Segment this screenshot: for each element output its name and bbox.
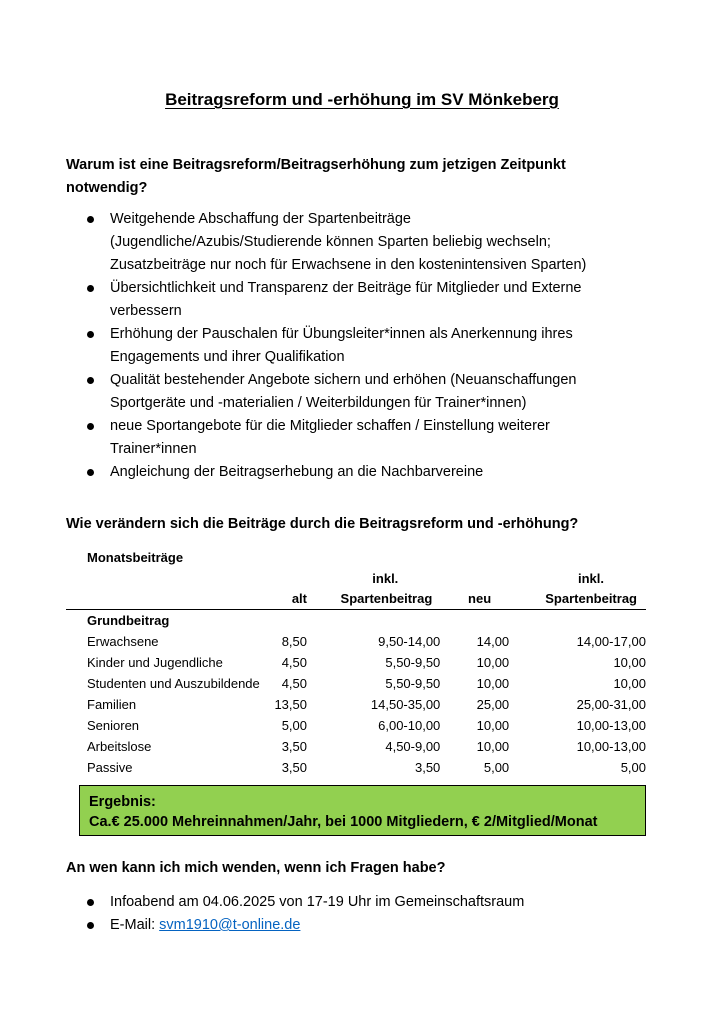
table-cell: 3,50 bbox=[414, 760, 441, 775]
table-cell: 25,00-31,00 bbox=[576, 697, 646, 712]
table-cell: 10,00 bbox=[476, 718, 510, 733]
table-row bbox=[66, 736, 646, 757]
table-header-inkl-neu: Spartenbeitrag bbox=[509, 589, 646, 610]
list-item bbox=[66, 323, 641, 369]
list-item-line: neue Sportangebote für die Mitglieder schaffen / Einstellung weiterer bbox=[110, 418, 550, 434]
table-cell: 5,50-9,50 bbox=[385, 655, 441, 670]
table-cell-label: Senioren bbox=[87, 718, 140, 733]
table-header-inkl-alt: Spartenbeitrag bbox=[307, 589, 440, 610]
reasons-list bbox=[66, 208, 641, 484]
table-header-cell bbox=[260, 569, 307, 589]
table-cell: 14,50-35,00 bbox=[370, 697, 441, 712]
table-row bbox=[66, 757, 646, 778]
table-cell: 10,00-13,00 bbox=[576, 718, 646, 733]
list-item-line: Angleichung der Beitragserhebung an die Nachbarvereine bbox=[110, 464, 484, 480]
table-cell: 4,50-9,00 bbox=[385, 739, 441, 754]
email-link[interactable]: svm1910@t-online.de bbox=[159, 917, 301, 933]
list-item bbox=[66, 369, 641, 415]
result-label: Ergebnis: bbox=[89, 794, 156, 810]
table-group-label: Grundbeitrag bbox=[87, 613, 170, 628]
bullet-icon bbox=[87, 285, 94, 292]
table-header-row bbox=[66, 569, 646, 589]
table-cell: 10,00 bbox=[476, 655, 510, 670]
list-item-line: Übersichtlichkeit und Transparenz der Beiträge für Mitglieder und Externe bbox=[110, 280, 582, 296]
bullet-icon bbox=[87, 922, 94, 929]
table-cell: 10,00 bbox=[613, 655, 646, 670]
list-item-line: Engagements und ihrer Qualifikation bbox=[110, 349, 345, 365]
table-cell: 5,50-9,50 bbox=[385, 676, 441, 691]
list-item-line: Erhöhung der Pauschalen für Übungsleiter*innen als Anerkennung ihres bbox=[110, 326, 573, 342]
document-title: Beitragsreform und -erhöhung im SV Mönkeberg bbox=[165, 90, 559, 109]
list-item-line: verbessern bbox=[110, 303, 182, 319]
table-cell: 14,00-17,00 bbox=[576, 634, 646, 649]
list-item bbox=[66, 277, 641, 323]
table-row bbox=[66, 652, 646, 673]
list-item-line: Sportgeräte und -materialien / Weiterbildungen für Trainer*innen) bbox=[110, 395, 527, 411]
email-line bbox=[110, 914, 641, 937]
list-item-line: Zusatzbeiträge nur noch für Erwachsene in den kostenintensiven Sparten) bbox=[110, 257, 587, 273]
list-item bbox=[66, 208, 641, 277]
table-cell: 6,00-10,00 bbox=[378, 718, 441, 733]
bullet-icon bbox=[87, 216, 94, 223]
table-cell: 10,00 bbox=[476, 676, 510, 691]
table-header-cell bbox=[66, 589, 260, 610]
list-item bbox=[66, 415, 641, 461]
table-cell: 5,00 bbox=[620, 760, 646, 775]
table-group-row bbox=[66, 610, 646, 632]
section-heading-changes: Wie verändern sich die Beiträge durch die Beitragsreform und -erhöhung? bbox=[66, 516, 579, 532]
table-header-row bbox=[66, 589, 646, 610]
info-evening-text: Infoabend am 04.06.2025 von 17-19 Uhr im Gemeinschaftsraum bbox=[110, 894, 525, 910]
table-row bbox=[66, 694, 646, 715]
table-cell: 4,50 bbox=[281, 655, 307, 670]
bullet-icon bbox=[87, 899, 94, 906]
table-header-cell bbox=[440, 569, 509, 589]
table-cell: 14,00 bbox=[476, 634, 510, 649]
table-header-cell bbox=[66, 569, 260, 589]
list-item-line: (Jugendliche/Azubis/Studierende können Sparten beliebig wechseln; bbox=[110, 234, 551, 250]
table-header-cell: inkl. bbox=[577, 571, 604, 586]
table-row bbox=[66, 673, 646, 694]
table-cell-label: Arbeitslose bbox=[87, 739, 152, 754]
table-cell: 9,50-14,00 bbox=[378, 634, 441, 649]
table-row bbox=[66, 715, 646, 736]
list-item-line: Trainer*innen bbox=[110, 441, 197, 457]
table-cell: 3,50 bbox=[281, 760, 307, 775]
section-heading-contact: An wen kann ich mich wenden, wenn ich Fragen habe? bbox=[66, 860, 446, 876]
table-header-neu: neu bbox=[440, 589, 509, 610]
list-item-line: Qualität bestehender Angebote sichern und erhöhen (Neuanschaffungen bbox=[110, 372, 577, 388]
table-cell: 13,50 bbox=[274, 697, 307, 712]
table-cell: 25,00 bbox=[476, 697, 510, 712]
bullet-icon bbox=[87, 423, 94, 430]
table-cell: 10,00-13,00 bbox=[576, 739, 646, 754]
table-cell-label: Kinder und Jugendliche bbox=[87, 655, 223, 670]
table-cell: 4,50 bbox=[281, 676, 307, 691]
table-header-alt: alt bbox=[260, 589, 307, 610]
table-cell: 3,50 bbox=[281, 739, 307, 754]
table-cell: 10,00 bbox=[613, 676, 646, 691]
bullet-icon bbox=[87, 377, 94, 384]
result-text: Ca.€ 25.000 Mehreinnahmen/Jahr, bei 1000 Mitgliedern, € 2/Mitglied/Monat bbox=[89, 814, 598, 830]
list-item bbox=[66, 914, 641, 937]
result-box bbox=[79, 785, 646, 836]
list-item bbox=[66, 461, 641, 484]
table-caption: Monatsbeiträge bbox=[87, 550, 184, 565]
table-header-cell: inkl. bbox=[372, 571, 399, 586]
email-label: E-Mail: bbox=[110, 917, 160, 933]
table-cell: 8,50 bbox=[281, 634, 307, 649]
table-cell-label: Studenten und Auszubildende bbox=[87, 676, 260, 691]
table-cell: 5,00 bbox=[281, 718, 307, 733]
list-item bbox=[66, 891, 641, 914]
table-cell-label: Passive bbox=[87, 760, 133, 775]
fees-table bbox=[66, 569, 646, 778]
table-cell: 5,00 bbox=[483, 760, 510, 775]
table-cell-label: Familien bbox=[87, 697, 137, 712]
table-row bbox=[66, 631, 646, 652]
table-cell: 10,00 bbox=[476, 739, 510, 754]
contact-list bbox=[66, 891, 641, 937]
section-heading-why: Warum ist eine Beitragsreform/Beitragserhöhung zum jetzigen Zeitpunkt notwendig? bbox=[66, 157, 566, 196]
table-cell-label: Erwachsene bbox=[87, 634, 159, 649]
bullet-icon bbox=[87, 469, 94, 476]
list-item-line: Weitgehende Abschaffung der Spartenbeiträge bbox=[110, 211, 411, 227]
bullet-icon bbox=[87, 331, 94, 338]
